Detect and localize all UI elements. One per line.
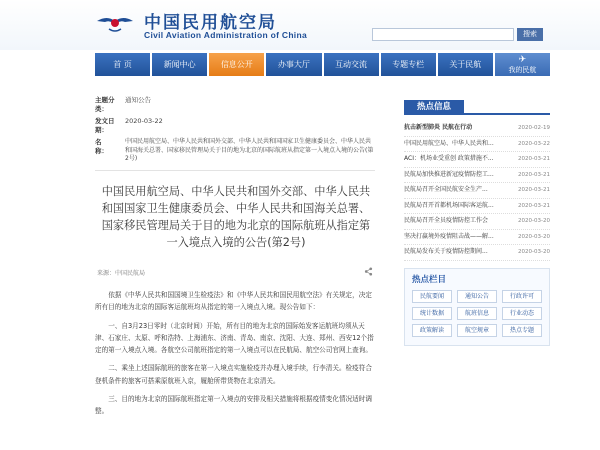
nav-my-caac-label: 我的民航 (508, 66, 537, 74)
nav-service-hall[interactable]: 办事大厅 (266, 53, 321, 76)
nav-special-topics[interactable]: 专题专栏 (381, 53, 436, 76)
column-button[interactable]: 航空规章 (457, 324, 497, 337)
hot-item-title[interactable]: 抗击新型肺炎 民航在行动 (404, 124, 473, 131)
hot-info-list (404, 121, 550, 261)
nav-home[interactable]: 首 页 (95, 53, 150, 76)
column-button[interactable]: 行政许可 (502, 290, 542, 303)
hot-info-title: 热点信息 (404, 100, 464, 115)
column-button[interactable]: 统计数据 (412, 307, 452, 320)
list-item[interactable] (404, 230, 550, 246)
list-item[interactable] (404, 183, 550, 199)
document-meta (95, 96, 375, 167)
meta-title-key: 名 称： (95, 138, 115, 155)
list-item[interactable] (404, 121, 550, 137)
main-nav (95, 53, 550, 76)
hot-columns-grid (405, 287, 549, 337)
source-line (95, 266, 375, 278)
meta-category-value: 通知公告 (125, 96, 151, 104)
article-paragraph: 二、乘坐上述国际航班的旅客在第一入境点实施检疫并办理入境手续，行李清关。检疫符合登机条件的旅客可搭乘原航班入京，履舱所带货物在北京清关。 (95, 364, 372, 385)
meta-date-key: 发文日期： (95, 117, 115, 134)
site-subtitle: Civil Aviation Administration of China (144, 30, 307, 40)
meta-date (95, 117, 375, 135)
nav-news[interactable]: 新闻中心 (152, 53, 207, 76)
hot-columns-panel (404, 268, 550, 346)
article-title: 中国民用航空局、中华人民共和国外交部、中华人民共和国国家卫生健康委员会、中华人民共和国海关总署、国家移民管理局关于目的地为北京的国际航班从指定第一入境点入境的公告(第2号) (101, 185, 371, 249)
column-button[interactable]: 热点专题 (502, 324, 542, 337)
list-item[interactable] (404, 245, 550, 261)
hot-item-title[interactable]: 民航局加快推进新冠疫情防控工... (404, 170, 494, 178)
divider (95, 170, 375, 171)
column-button[interactable]: 政策解读 (412, 324, 452, 337)
article-paragraph: 依据《中华人民共和国国境卫生检疫法》和《中华人民共和国民用航空法》有关规定，决定所有目的地为北京的国际客运航班均从指定的第一入境点入境。现公告如下： (95, 291, 372, 312)
meta-title-value: 中国民用航空局、中华人民共和国外交部、中华人民共和国国家卫生健康委员会、中华人民共和国海关总署、国家移民管理局关于目的地为北京的国际航班从指定第一入境点入境的公告(第2号) (125, 138, 374, 162)
site-title: 中国民用航空局 (144, 13, 277, 33)
search-button[interactable]: 搜索 (517, 28, 543, 41)
meta-date-value: 2020-03-22 (125, 117, 163, 125)
hot-item-date: 2020-03-21 (518, 156, 550, 162)
article-source: 来源：中国民航局 (97, 270, 146, 277)
site-header (0, 0, 600, 50)
list-item[interactable] (404, 137, 550, 153)
hot-columns-title: 热点栏目 (412, 275, 447, 285)
hot-item-date: 2020-03-21 (518, 202, 550, 209)
hot-item-date: 2020-03-22 (518, 140, 550, 147)
caac-logo-icon[interactable] (95, 11, 135, 35)
hot-item-title[interactable]: ACI：机场业受重创 政策措施不... (404, 155, 494, 162)
hot-item-title[interactable]: 坚决打赢境外疫情阻击战——解... (404, 232, 494, 240)
nav-my-caac[interactable] (495, 53, 550, 76)
meta-title (95, 138, 375, 164)
hot-item-date: 2020-03-21 (518, 187, 550, 193)
hot-item-date: 2020-03-20 (518, 233, 550, 240)
share-icon[interactable] (364, 267, 373, 276)
hot-info-panel (404, 100, 550, 261)
column-button[interactable]: 民航要闻 (412, 290, 452, 303)
hot-info-header (404, 100, 550, 115)
meta-category-key: 主题分类： (95, 96, 115, 113)
hot-item-date: 2020-02-19 (518, 125, 550, 131)
nav-about[interactable]: 关于民航 (438, 53, 493, 76)
nav-interaction[interactable]: 互动交流 (324, 53, 379, 76)
hot-item-title[interactable]: 民航局召开首都机场国际客运航... (404, 201, 494, 209)
hot-item-date: 2020-03-20 (518, 249, 550, 255)
hot-item-date: 2020-03-21 (518, 171, 550, 178)
list-item[interactable] (404, 199, 550, 215)
list-item[interactable] (404, 168, 550, 184)
hot-item-title[interactable]: 中国民用航空局、中华人民共和... (404, 139, 494, 147)
article-paragraph: 三、目的地为北京的国际航班指定第一入境点的安排及相关措施将根据疫情变化情况适时调整。 (95, 395, 372, 416)
hot-item-title[interactable]: 民航局召开全员疫情防控工作会 (404, 217, 489, 224)
weibo-icon: ✈ (518, 55, 527, 65)
meta-category (95, 96, 375, 114)
hot-item-date: 2020-03-20 (518, 218, 550, 224)
article-paragraph: 一、自3月23日零时（北京时间）开始，所有目的地为北京的国际始发客运航班均须从天津、石家庄、太原、呼和浩特、上海浦东、济南、青岛、南京、沈阳、大连、郑州、西安12个指定的第一入境点入境。各航空公司航班指定的第一入境点可以在民航局、航空公司官网上查询。 (95, 321, 374, 355)
list-item[interactable] (404, 214, 550, 230)
column-button[interactable]: 行业动态 (502, 307, 542, 320)
nav-info-disclosure[interactable]: 信息公开 (209, 53, 264, 76)
search-input[interactable] (372, 28, 514, 41)
article-body (95, 289, 375, 424)
hot-item-title[interactable]: 民航局发布关于疫情防控期间... (404, 248, 488, 255)
list-item[interactable] (404, 152, 550, 168)
hot-item-title[interactable]: 民航局召开全国民航安全生产... (404, 186, 488, 193)
column-button[interactable]: 航班信息 (457, 307, 497, 320)
column-button[interactable]: 通知公告 (457, 290, 497, 303)
